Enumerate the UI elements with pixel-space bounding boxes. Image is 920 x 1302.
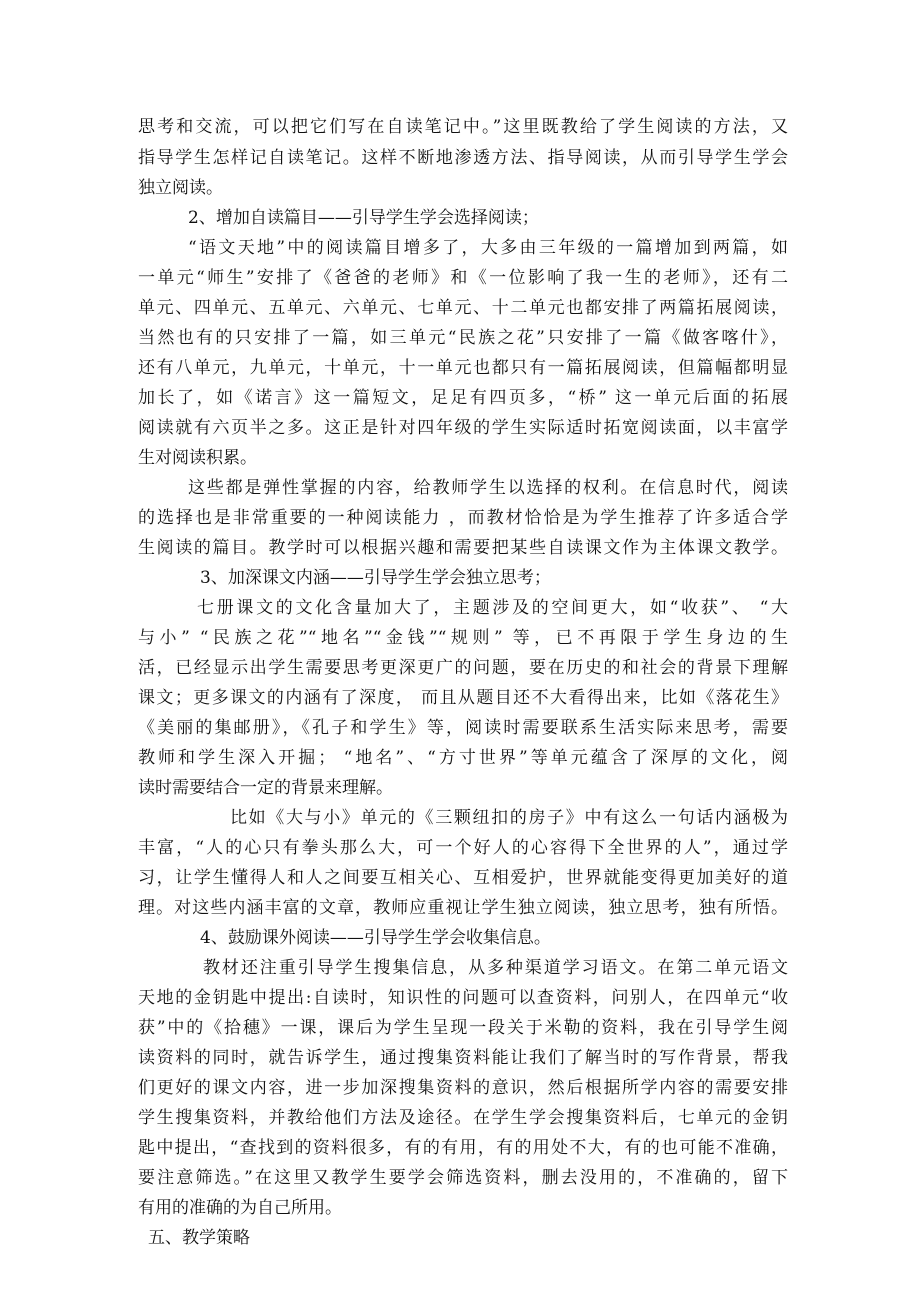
section-5-heading: 五、教学策略 bbox=[148, 1228, 250, 1248]
intro-line-1: 思考和交流，可以把它们写在自读笔记中。”这里既教给了学生阅读的方法，又 bbox=[138, 117, 788, 137]
section-4-para-1-line-1: 教材还注重引导学生搜集信息，从多种渠道学习语文。在第二单元语文 bbox=[203, 958, 788, 978]
section-3-para-1-line-2: 与小” “民族之花”“地名”“金钱”“规则” 等，已不再限于学生身边的生 bbox=[138, 628, 788, 648]
section-2-para-1-line-5: 还有八单元，九单元，十单元，十一单元也都只有一篇拓展阅读，但篇幅都明显 bbox=[138, 358, 788, 378]
section-2-para-2-line-2: 的选择也是非常重要的一种阅读能力 ，而教材恰恰是为学生推荐了许多适合学 bbox=[138, 508, 788, 528]
section-4-para-1-line-6: 学生搜集资料，并教给他们方法及途径。在学生学会搜集资料后，七单元的金钥 bbox=[138, 1108, 788, 1128]
section-2-para-1-line-3: 单元、四单元、五单元、六单元、七单元、十二单元也都安排了两篇拓展阅读， bbox=[138, 298, 788, 318]
section-2-para-1-line-4: 当然也有的只安排了一篇，如三单元“民族之花”只安排了一篇《做客喀什》， bbox=[138, 328, 788, 348]
section-2-para-2-line-1: 这些都是弹性掌握的内容，给教师学生以选择的权利。在信息时代，阅读 bbox=[188, 478, 788, 498]
section-2-para-2-line-3: 生阅读的篇目。教学时可以根据兴趣和需要把某些自读课文作为主体课文教学。 bbox=[138, 538, 788, 558]
section-4-para-1-line-3: 获”中的《拾穗》一课，课后为学生呈现一段关于米勒的资料，我在引导学生阅 bbox=[138, 1018, 788, 1038]
section-2-heading: 2、增加自读篇目——引导学生学会选择阅读； bbox=[188, 208, 539, 228]
section-3-para-2-line-2: 丰富，“人的心只有拳头那么大，可一个好人的心容得下全世界的人”，通过学 bbox=[138, 838, 788, 858]
intro-line-2: 指导学生怎样记自读笔记。这样不断地渗透方法、指导阅读，从而引导学生学会 bbox=[138, 148, 788, 168]
section-4-para-1-line-5: 们更好的课文内容，进一步加深搜集资料的意识，然后根据所学内容的需要安排 bbox=[138, 1078, 788, 1098]
section-3-para-1-line-7: 读时需要结合一定的背景来理解。 bbox=[138, 778, 393, 798]
section-3-para-2-line-4: 理。对这些内涵丰富的文章，教师应重视让学生独立阅读，独立思考，独有所悟。 bbox=[138, 898, 788, 918]
section-3-heading: 3、加深课文内涵——引导学生学会独立思考； bbox=[200, 568, 551, 588]
section-4-heading: 4、鼓励课外阅读——引导学生学会收集信息。 bbox=[200, 928, 551, 948]
section-4-para-1-line-8: 要注意筛选。”在这里又教学生要学会筛选资料，删去没用的，不准确的，留下 bbox=[138, 1168, 788, 1188]
section-2-para-1-line-6: 加长了，如《诺言》这一篇短文，足足有四页多，“桥” 这一单元后面的拓展 bbox=[138, 388, 788, 408]
section-2-para-1-line-1: “语文天地”中的阅读篇目增多了，大多由三年级的一篇增加到两篇，如 bbox=[188, 238, 788, 258]
section-4-para-1-line-9: 有用的准确的为自己所用。 bbox=[138, 1198, 342, 1218]
section-2-para-1-line-8: 生对阅读积累。 bbox=[138, 448, 257, 468]
section-3-para-1-line-6: 教师和学生深入开掘； “地名”、“方寸世界”等单元蕴含了深厚的文化，阅 bbox=[138, 748, 788, 768]
section-4-para-1-line-7: 匙中提出，“查找到的资料很多，有的有用，有的用处不大，有的也可能不准确， bbox=[138, 1138, 788, 1158]
section-4-para-1-line-2: 天地的金钥匙中提出:自读时，知识性的问题可以查资料，问别人，在四单元“收 bbox=[138, 988, 788, 1008]
section-2-para-1-line-7: 阅读就有六页半之多。这正是针对四年级的学生实际适时拓宽阅读面，以丰富学 bbox=[138, 418, 788, 438]
section-2-para-1-line-2: 一单元“师生”安排了《爸爸的老师》和《一位影响了我一生的老师》，还有二 bbox=[138, 268, 788, 288]
section-3-para-1-line-1: 七册课文的文化含量加大了，主题涉及的空间更大，如“收获”、 “大 bbox=[197, 598, 788, 618]
section-4-para-1-line-4: 读资料的同时，就告诉学生，通过搜集资料能让我们了解当时的写作背景，帮我 bbox=[138, 1048, 788, 1068]
section-3-para-1-line-5: 《美丽的集邮册》，《孔子和学生》等，阅读时需要联系生活实际来思考，需要 bbox=[138, 718, 788, 738]
section-3-para-1-line-3: 活，已经显示出学生需要思考更深更广的问题，要在历史的和社会的背景下理解 bbox=[138, 658, 788, 678]
section-3-para-1-line-4: 课文；更多课文的内涵有了深度， 而且从题目还不大看得出来，比如《落花生》 bbox=[138, 688, 788, 708]
intro-line-3: 独立阅读。 bbox=[138, 178, 223, 198]
section-3-para-2-line-3: 习，让学生懂得人和人之间要互相关心、互相爱护，世界就能变得更加美好的道 bbox=[138, 868, 788, 888]
section-3-para-2-line-1: 比如《大与小》单元的《三颗纽扣的房子》中有这么一句话内涵极为 bbox=[230, 808, 788, 828]
